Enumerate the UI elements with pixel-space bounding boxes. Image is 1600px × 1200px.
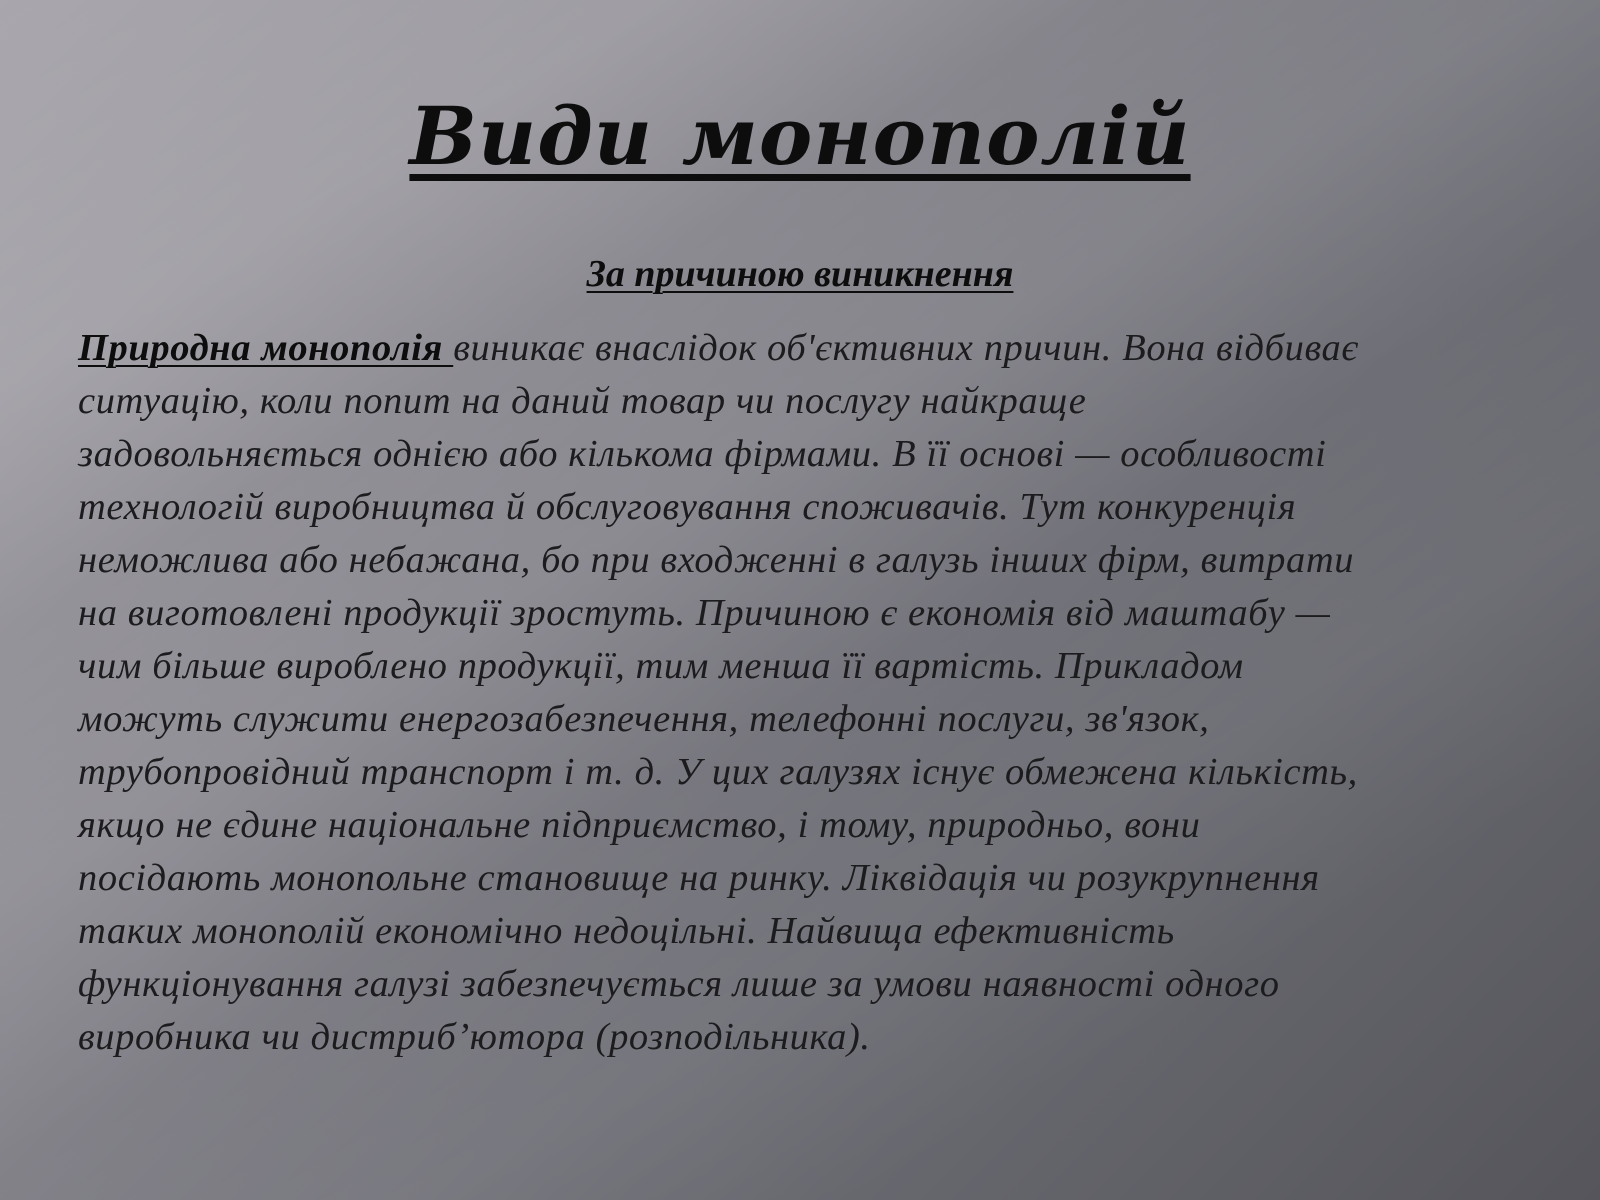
body-line: технологій виробництва й обслуговування споживачів. Тут конкуренція: [78, 486, 1297, 528]
body-line: виробника чи дистриб’ютора (розподільника).: [78, 1016, 871, 1058]
body-line: чим більше вироблено продукції, тим менша її вартість. Прикладом: [78, 645, 1244, 687]
slide-subtitle: [0, 252, 1600, 296]
body-line: таких монополій економічно недоцільні. Найвища ефективність: [78, 910, 1175, 952]
body-line: якщо не єдине національне підприємство, і тому, природньо, вони: [78, 804, 1201, 846]
body-line: посідають монопольне становище на ринку. Ліквідація чи розукрупнення: [78, 857, 1320, 899]
slide-title-text: Види монополій: [409, 89, 1191, 183]
body-line: на виготовлені продукції зростуть. Причиною є економія від маштабу —: [78, 592, 1331, 634]
slide-subtitle-text: За причиною виникнення: [586, 253, 1014, 295]
body-line: задовольняється однією або кількома фірмами. В її основі — особливості: [78, 433, 1327, 475]
body-paragraph: [78, 322, 1528, 1064]
body-line: ситуацію, коли попит на даний товар чи послугу найкраще: [78, 380, 1087, 422]
slide-title: [0, 89, 1600, 183]
body-line-text: виникає внаслідок об'єктивних причин. Вона відбиває: [453, 327, 1359, 369]
body-line: трубопровідний транспорт і т. д. У цих галузях існує обмежена кількість,: [78, 751, 1358, 793]
body-line: [78, 322, 1528, 375]
term-natural-monopoly: Природна монополія: [78, 327, 454, 369]
body-line: неможлива або небажана, бо при входженні в галузь інших фірм, витрати: [78, 539, 1355, 581]
body-line: можуть служити енергозабезпечення, телефонні послуги, зв'язок,: [78, 698, 1210, 740]
body-line: функціонування галузі забезпечується лише за умови наявності одного: [78, 963, 1280, 1005]
